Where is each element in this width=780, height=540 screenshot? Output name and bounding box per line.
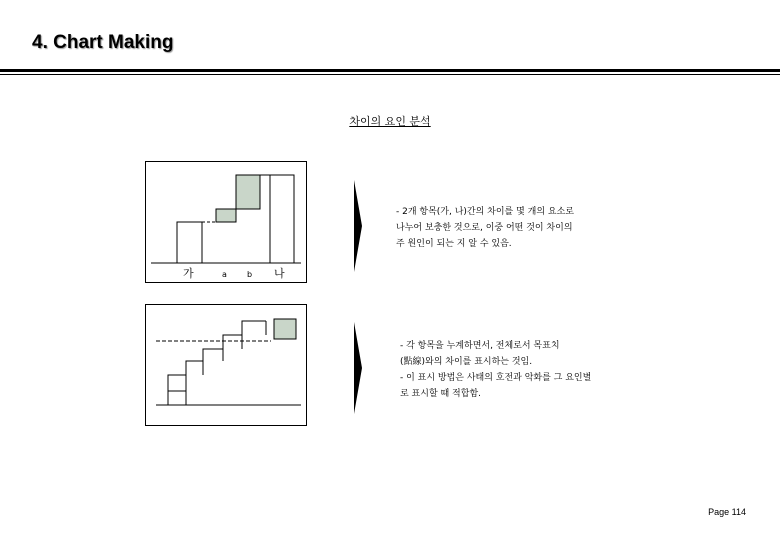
- bar-b: [236, 175, 260, 209]
- bar-a: [216, 209, 236, 222]
- arrow-icon: [352, 322, 364, 414]
- description-line: 나누어 보충한 것으로, 이중 어떤 것이 차이의: [396, 223, 573, 233]
- gap-box: [274, 319, 296, 339]
- label-na: 나: [274, 267, 285, 280]
- waterfall-diagram: [146, 162, 306, 282]
- cumulative-diagram: [146, 305, 306, 425]
- diagram-panel-2: [145, 304, 307, 426]
- diagram-panel-1: [145, 161, 307, 283]
- bar-na: [270, 175, 294, 263]
- description-line: 주 원인이 되는 지 알 수 있음.: [396, 239, 512, 249]
- description-line: (點線)와의 차이를 표시하는 것임.: [400, 357, 533, 367]
- description-1: [396, 204, 574, 252]
- description-2: [400, 338, 591, 402]
- description-line: - 2개 항목(가, 나)간의 차이를 몇 개의 요소로: [396, 207, 574, 217]
- title-divider: [0, 69, 780, 72]
- description-line: - 각 항목을 누계하면서, 전체로서 목표치: [400, 341, 560, 351]
- label-b: b: [247, 270, 253, 279]
- page-number: Page 114: [708, 507, 746, 517]
- arrow-icon: [352, 180, 364, 272]
- bar-ga: [177, 222, 202, 263]
- description-line: - 이 표시 방법은 사태의 호전과 악화를 그 요인별: [400, 373, 592, 383]
- section-heading: 차이의 요인 분석: [349, 115, 431, 128]
- description-line: 로 표시할 때 적합함.: [400, 389, 481, 399]
- page-title: 4. Chart Making: [32, 32, 174, 53]
- staircase-line: [168, 321, 266, 405]
- label-ga: 가: [183, 267, 194, 280]
- title-divider-thin: [0, 74, 780, 75]
- label-a: a: [222, 270, 227, 279]
